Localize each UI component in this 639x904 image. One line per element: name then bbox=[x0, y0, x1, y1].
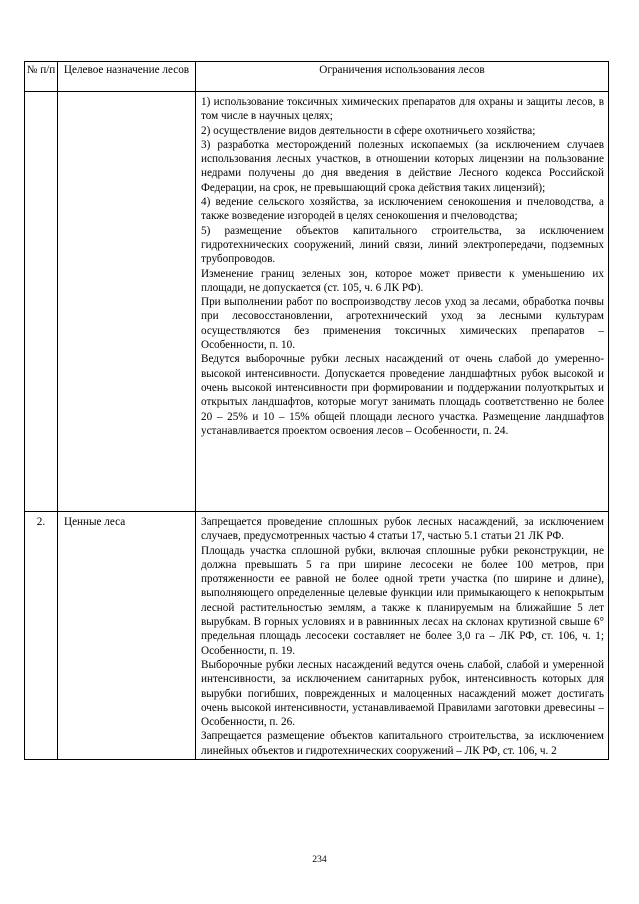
row1-restrictions-cell bbox=[196, 92, 609, 512]
restriction-paragraph: Ведутся выборочные рубки лесных насаждений от очень слабой до умеренно-высокой интенсивности. Допускается проведение ландшафтных рубок высокой и очень высокой интенсивности при формировании и поддержании полуоткрытых и открытых ландшафтов, которые могут занимать площадь соответственно не более 20 – 25% и 10 – 15% общей площади лесного участка. Размещение ландшафтов устанавливается проектом освоения лесов – Особенности, п. 24. bbox=[201, 353, 604, 437]
restriction-paragraph: 5) размещение объектов капитального строительства, за исключением гидротехнических сооружений, линий связи, линий электропередачи, подземных трубопроводов. bbox=[201, 224, 604, 266]
table-header-row bbox=[25, 62, 609, 92]
row2-number: 2. bbox=[25, 512, 58, 760]
header-number: № п/п bbox=[25, 62, 58, 92]
restriction-paragraph: 3) разработка месторождений полезных ископаемых (за исключением случаев использования лесных участков, в отношении которых лицензии на пользование недрами получены до дня введения в действие Лесного кодекса Российской Федерации, на срок, не превышающий срока действия таких лицензий); bbox=[201, 138, 604, 194]
restriction-paragraph: Изменение границ зеленых зон, которое может привести к уменьшению их площади, не допускается (ст. 105, ч. 6 ЛК РФ). bbox=[201, 267, 604, 294]
table-row-1 bbox=[25, 92, 609, 512]
restriction-paragraph: Площадь участка сплошной рубки, включая сплошные рубки реконструкции, не должна превышать 5 га при ширине лесосеки не более 100 метров, при протяженности ее равной не более одной трети участка (по ширине и длине), выполняющего определенные целевые функции или примыкающего к непокрытым лесной растительностью землям, а также к планируемым на ближайшие 5 лет вырубкам. В горных условиях и в равнинных лесах на склонах крутизной свыше 6° предельная площадь лесосеки составляет не более 3,0 га – ЛК РФ, ст. 106, ч. 1; Особенности, п. 19. bbox=[201, 544, 604, 657]
row2-name: Ценные леса bbox=[58, 512, 196, 760]
header-restrictions: Ограничения использования лесов bbox=[196, 62, 609, 92]
restriction-paragraph: 1) использование токсичных химических препаратов для охраны и защиты лесов, в том числе в научных целях; bbox=[201, 96, 604, 123]
row1-name-cell bbox=[58, 92, 196, 512]
page-number: 234 bbox=[312, 854, 327, 865]
table-row-2 bbox=[25, 512, 609, 760]
restriction-paragraph: Запрещается проведение сплошных рубок лесных насаждений, за исключением случаев, предусмотренных частью 4 статьи 17, частью 5.1 статьи 21 ЛК РФ. bbox=[201, 516, 604, 543]
restriction-paragraph: 2) осуществление видов деятельности в сфере охотничьего хозяйства; bbox=[201, 124, 536, 137]
restriction-paragraph: Запрещается размещение объектов капитального строительства, за исключением линейных объектов и гидротехнических сооружений – ЛК РФ, ст. 106, ч. 2 bbox=[201, 730, 604, 757]
restriction-paragraph: 4) ведение сельского хозяйства, за исключением сенокошения и пчеловодства, а также возведение изгородей в целях сенокошения и пчеловодства; bbox=[201, 196, 604, 223]
restrictions-table bbox=[24, 61, 609, 760]
restriction-paragraph: Выборочные рубки лесных насаждений ведутся очень слабой, слабой и умеренной интенсивности, за исключением санитарных рубок, интенсивность которых для вырубки погибших, поврежденных и малоценных насаждений может достигать очень высокой интенсивности, устанавливаемой Правилами заготовки древесины – Особенности, п. 26. bbox=[201, 658, 604, 729]
row1-number-cell bbox=[25, 92, 58, 512]
row2-restrictions-cell bbox=[196, 512, 609, 760]
header-purpose: Целевое назначение лесов bbox=[58, 62, 196, 92]
restriction-paragraph: При выполнении работ по воспроизводству лесов уход за лесами, обработка почвы при лесовосстановлении, агротехнический уход за лесными культурам осуществляются без применения токсичных химических препаратов – Особенности, п. 10. bbox=[201, 296, 604, 352]
